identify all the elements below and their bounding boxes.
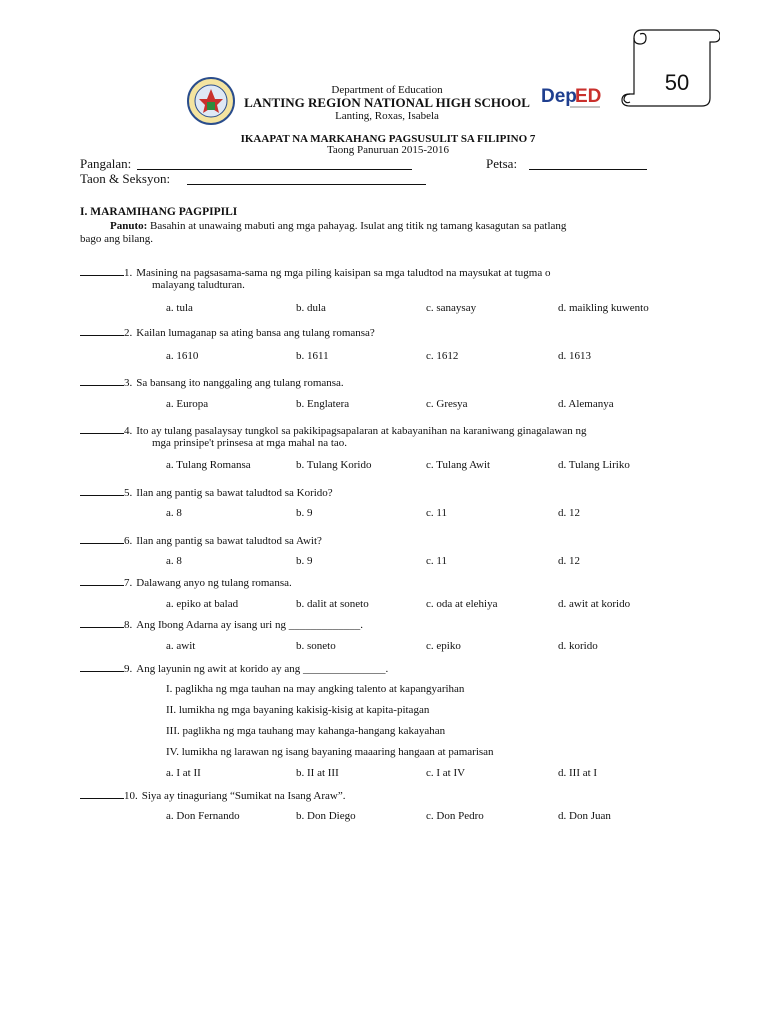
question-number: 10. bbox=[124, 790, 138, 802]
question-text: Ang Ibong Adarna ay isang uri ng _____________. bbox=[136, 619, 363, 631]
choice-c: c. sanaysay bbox=[426, 302, 477, 314]
answer-blank[interactable] bbox=[80, 265, 124, 276]
statement-item: I. paglikha ng mga tauhan na may angking talento at kapangyarihan bbox=[166, 683, 465, 695]
svg-text:ED: ED bbox=[575, 86, 602, 107]
choice-b: b. 9 bbox=[296, 555, 313, 567]
choice-a: a. 8 bbox=[166, 507, 182, 519]
choice-a: a. Tulang Romansa bbox=[166, 459, 251, 471]
instruction-text-cont: bago ang bilang. bbox=[80, 233, 154, 245]
answer-blank[interactable] bbox=[80, 617, 124, 628]
name-field-label: Pangalan: bbox=[80, 156, 132, 171]
choice-d: d. Don Juan bbox=[558, 810, 611, 822]
instruction-text: Basahin at unawaing mabuti ang mga pahayag. Isulat ang titik ng tamang kasagutan sa patlang bbox=[150, 220, 567, 232]
answer-blank[interactable] bbox=[80, 485, 124, 496]
choice-a: a. epiko at balad bbox=[166, 598, 239, 610]
choice-a: a. awit bbox=[166, 640, 196, 652]
choice-b: b. II at III bbox=[296, 767, 339, 779]
department-name: Department of Education bbox=[331, 84, 443, 96]
choice-d: d. 12 bbox=[558, 555, 580, 567]
choice-d: d. 12 bbox=[558, 507, 580, 519]
choice-b: b. 9 bbox=[296, 507, 313, 519]
question-row bbox=[80, 375, 344, 390]
question-text: Sa bansang ito nanggaling ang tulang romansa. bbox=[136, 377, 344, 389]
date-field-label: Petsa: bbox=[486, 156, 518, 171]
section-field-label: Taon & Seksyon: bbox=[80, 171, 171, 186]
deped-logo-icon bbox=[540, 82, 602, 112]
question-number: 2. bbox=[124, 327, 133, 339]
answer-blank[interactable] bbox=[80, 375, 124, 386]
choice-c: c. Tulang Awit bbox=[426, 459, 491, 471]
question-row bbox=[80, 661, 388, 676]
school-address: Lanting, Roxas, Isabela bbox=[335, 110, 439, 122]
question-row bbox=[80, 617, 363, 632]
score-scroll-icon bbox=[620, 28, 720, 108]
question-number: 3. bbox=[124, 377, 133, 389]
choice-d: d. Tulang Liriko bbox=[558, 459, 630, 471]
question-number: 5. bbox=[124, 487, 133, 499]
question-number: 4. bbox=[124, 425, 133, 437]
choice-d: d. 1613 bbox=[558, 350, 591, 362]
section-field-line[interactable] bbox=[187, 172, 426, 185]
question-text: Kailan lumaganap sa ating bansa ang tulang romansa? bbox=[136, 327, 375, 339]
question-row bbox=[80, 325, 375, 340]
choice-a: a. Europa bbox=[166, 398, 209, 410]
choice-b: b. Tulang Korido bbox=[296, 459, 372, 471]
name-field-line[interactable] bbox=[137, 157, 412, 170]
choice-b: b. Englatera bbox=[296, 398, 350, 410]
question-text: Ilan ang pantig sa bawat taludtod sa Korido? bbox=[136, 487, 333, 499]
answer-blank[interactable] bbox=[80, 788, 124, 799]
choice-b: b. dula bbox=[296, 302, 326, 314]
instruction bbox=[110, 219, 566, 233]
choice-b: b. dalit at soneto bbox=[296, 598, 369, 610]
svg-text:Dep: Dep bbox=[541, 86, 577, 107]
choice-c: c. oda at elehiya bbox=[426, 598, 498, 610]
date-field-line[interactable] bbox=[529, 157, 647, 170]
question-number: 6. bbox=[124, 535, 133, 547]
choice-c: c. 1612 bbox=[426, 350, 459, 362]
choice-a: a. tula bbox=[166, 302, 193, 314]
question-text: Masining na pagsasama-sama ng mga piling kaisipan sa mga taludtod na maysukat at tugma o bbox=[136, 267, 551, 279]
question-text: Siya ay tinaguriang “Sumikat na Isang Araw”. bbox=[141, 790, 346, 802]
choice-b: b. Don Diego bbox=[296, 810, 356, 822]
question-row bbox=[80, 533, 322, 548]
question-row bbox=[80, 265, 551, 280]
question-number: 7. bbox=[124, 577, 133, 589]
question-text: Ilan ang pantig sa bawat taludtod sa Awit? bbox=[136, 535, 322, 547]
choice-b: b. soneto bbox=[296, 640, 336, 652]
statement-item: III. paglikha ng mga tauhang may kahanga-hangang kakayahan bbox=[166, 725, 446, 737]
exam-title: IKAAPAT NA MARKAHANG PAGSUSULIT SA FILIPINO 7 bbox=[240, 133, 536, 145]
question-row bbox=[80, 575, 292, 590]
question-text: Ang layunin ng awit at korido ay ang _______________. bbox=[136, 663, 389, 675]
choice-c: c. epiko bbox=[426, 640, 461, 652]
choice-a: a. 1610 bbox=[166, 350, 199, 362]
choice-d: d. korido bbox=[558, 640, 598, 652]
question-number: 9. bbox=[124, 663, 133, 675]
answer-blank[interactable] bbox=[80, 325, 124, 336]
choice-d: d. Alemanya bbox=[558, 398, 614, 410]
choice-c: c. 11 bbox=[426, 555, 447, 567]
question-row bbox=[80, 485, 333, 500]
question-row bbox=[80, 788, 346, 803]
answer-blank[interactable] bbox=[80, 575, 124, 586]
question-number: 1. bbox=[124, 267, 133, 279]
instruction-label: Panuto: bbox=[110, 220, 148, 232]
statement-item: II. lumikha ng mga bayaning kakisig-kisig at kapita-pitagan bbox=[166, 704, 430, 716]
choice-a: a. 8 bbox=[166, 555, 182, 567]
choice-a: a. Don Fernando bbox=[166, 810, 240, 822]
answer-blank[interactable] bbox=[80, 533, 124, 544]
choice-c: c. I at IV bbox=[426, 767, 466, 779]
section-title: I. MARAMIHANG PAGPIPILI bbox=[80, 206, 238, 218]
school-name: LANTING REGION NATIONAL HIGH SCHOOL bbox=[244, 95, 530, 110]
choice-c: c. 11 bbox=[426, 507, 447, 519]
question-text-cont: mga prinsipe't prinsesa at mga mahal na tao. bbox=[152, 437, 348, 449]
choice-c: c. Don Pedro bbox=[426, 810, 484, 822]
answer-blank[interactable] bbox=[80, 423, 124, 434]
school-seal-logo-icon bbox=[186, 76, 236, 126]
question-text-cont: malayang taludturan. bbox=[152, 279, 245, 291]
choice-b: b. 1611 bbox=[296, 350, 329, 362]
choice-d: d. awit at korido bbox=[558, 598, 631, 610]
choice-d: d. III at I bbox=[558, 767, 598, 779]
question-number: 8. bbox=[124, 619, 133, 631]
question-text: Dalawang anyo ng tulang romansa. bbox=[136, 577, 292, 589]
school-year: Taong Panuruan 2015-2016 bbox=[326, 144, 450, 156]
statement-item: IV. lumikha ng larawan ng isang bayaning maaaring hangaan at pamarisan bbox=[166, 746, 494, 758]
choice-a: a. I at II bbox=[166, 767, 201, 779]
score-value: 50 bbox=[664, 70, 690, 95]
choice-c: c. Gresya bbox=[426, 398, 468, 410]
choice-d: d. maikling kuwento bbox=[558, 302, 649, 314]
question-text: Ito ay tulang pasalaysay tungkol sa pakikipagsapalaran at kabayanihan na karaniwang ginagalawan ng bbox=[136, 425, 587, 437]
answer-blank[interactable] bbox=[80, 661, 124, 672]
